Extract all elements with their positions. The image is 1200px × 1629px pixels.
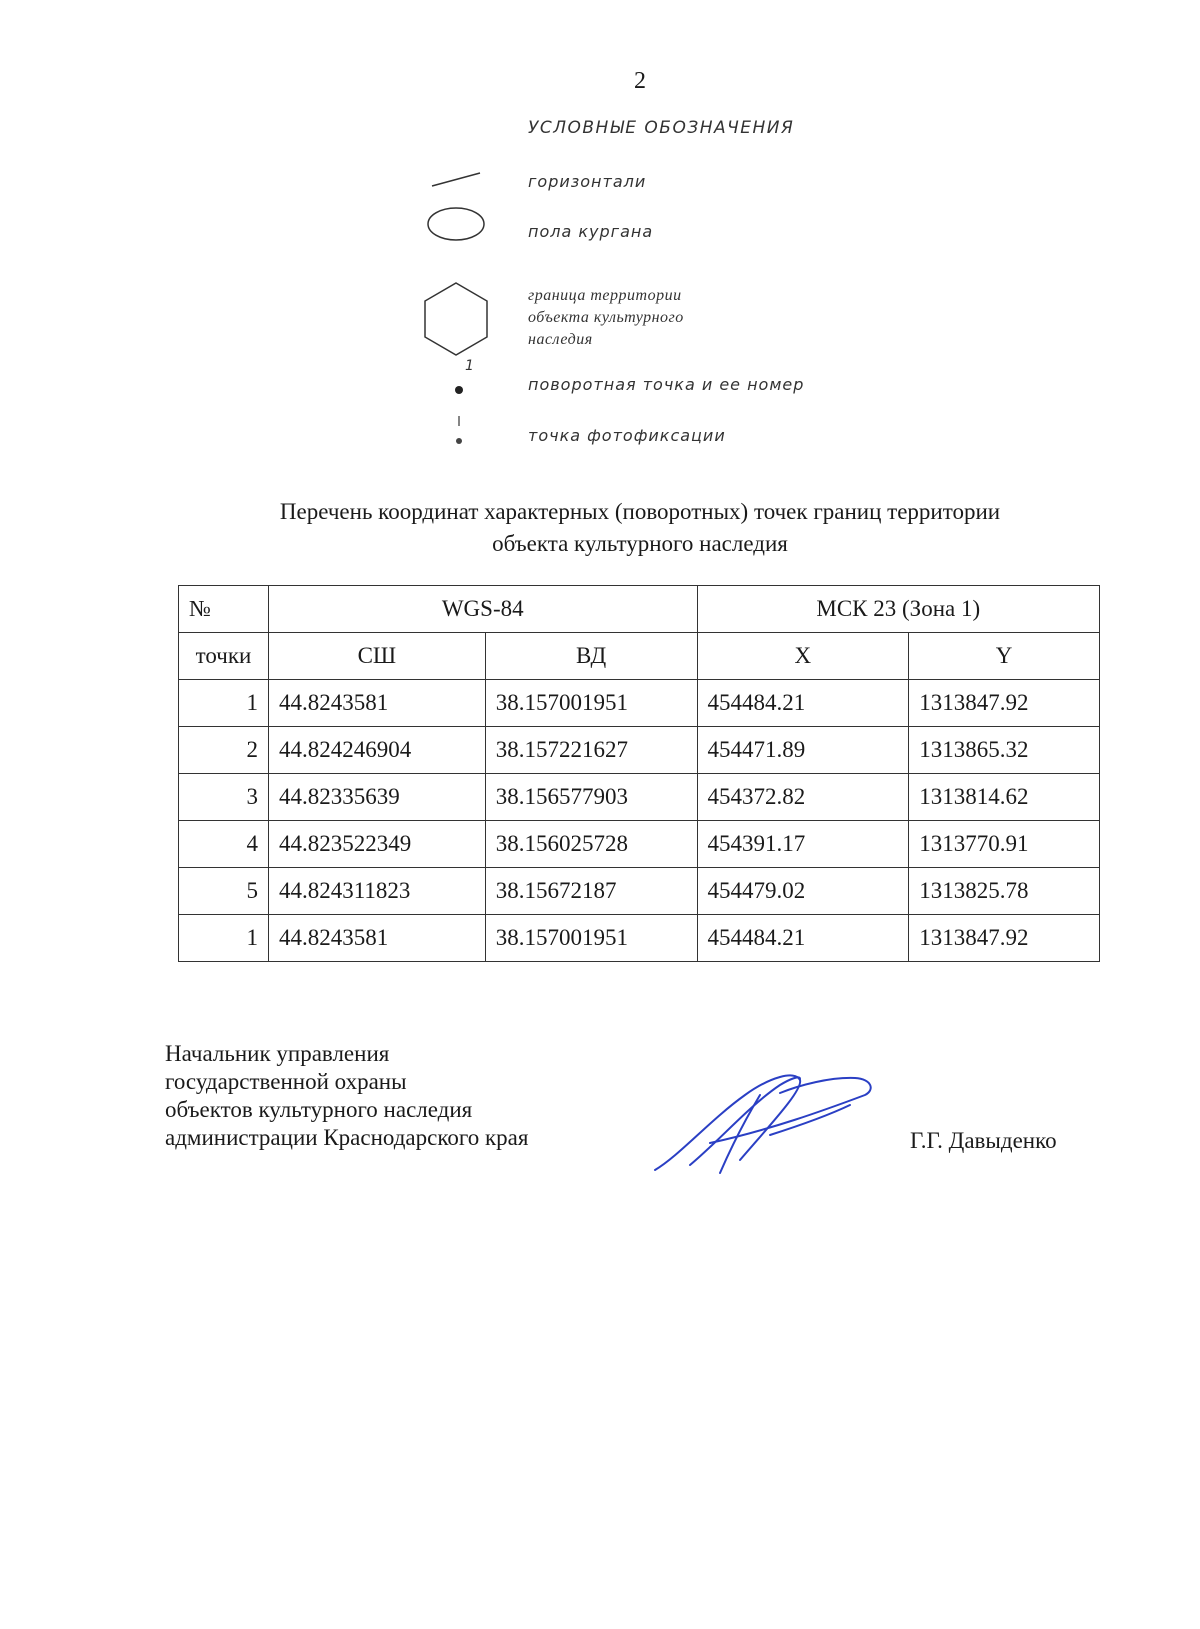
cell-y: 1313825.78 bbox=[909, 868, 1100, 915]
cell-longitude: 38.157001951 bbox=[485, 680, 697, 727]
signatory-name: Г.Г. Давыденко bbox=[910, 1128, 1057, 1153]
cell-longitude: 38.156025728 bbox=[485, 821, 697, 868]
cell-x: 454484.21 bbox=[697, 680, 909, 727]
cell-x: 454372.82 bbox=[697, 774, 909, 821]
turning-point-icon bbox=[452, 383, 466, 397]
page-number: 2 bbox=[634, 68, 646, 94]
legend-label-contours: горизонтали bbox=[528, 172, 647, 191]
cell-number: 4 bbox=[179, 821, 269, 868]
table-row bbox=[179, 680, 1100, 727]
legend-label-kurgan: пола кургана bbox=[528, 222, 654, 241]
cell-longitude: 38.157221627 bbox=[485, 727, 697, 774]
turning-point-number: 1 bbox=[465, 358, 474, 374]
cell-longitude: 38.156577903 bbox=[485, 774, 697, 821]
table-subheader-row bbox=[179, 633, 1100, 680]
table-title: Перечень координат характерных (поворотных) точек границ территории объекта культурного наследия bbox=[279, 499, 1001, 556]
cell-x: 454479.02 bbox=[697, 868, 909, 915]
header-msk23: МСК 23 (Зона 1) bbox=[697, 586, 1099, 633]
legend-label-boundary: граница территории объекта культурного наследия bbox=[528, 287, 684, 348]
cell-x: 454484.21 bbox=[697, 915, 909, 962]
hexagon-icon bbox=[420, 280, 492, 360]
table-header-row bbox=[179, 586, 1100, 633]
legend-title: УСЛОВНЫЕ ОБОЗНАЧЕНИЯ bbox=[528, 118, 795, 138]
cell-number: 1 bbox=[179, 915, 269, 962]
legend-label-turning-point: поворотная точка и ее номер bbox=[528, 375, 805, 394]
cell-number: 5 bbox=[179, 868, 269, 915]
header-y: Y bbox=[909, 633, 1100, 680]
handwritten-signature bbox=[650, 1065, 890, 1185]
cell-number: 2 bbox=[179, 727, 269, 774]
header-x: X bbox=[697, 633, 909, 680]
cell-latitude: 44.82335639 bbox=[268, 774, 485, 821]
cell-number: 3 bbox=[179, 774, 269, 821]
legend-label-photo-point: точка фотофиксации bbox=[528, 426, 726, 445]
header-latitude: СШ bbox=[268, 633, 485, 680]
cell-number: 1 bbox=[179, 680, 269, 727]
header-number-top: № bbox=[179, 586, 269, 633]
cell-longitude: 38.15672187 bbox=[485, 868, 697, 915]
cell-x: 454391.17 bbox=[697, 821, 909, 868]
signatory-position: Начальник управления государственной охраны объектов культурного наследия администрации Краснодарского края bbox=[165, 1041, 529, 1150]
coordinates-table bbox=[178, 585, 1100, 962]
cell-x: 454471.89 bbox=[697, 727, 909, 774]
ellipse-icon bbox=[424, 204, 488, 244]
header-wgs84: WGS-84 bbox=[268, 586, 697, 633]
header-number-bottom: точки bbox=[179, 633, 269, 680]
cell-y: 1313770.91 bbox=[909, 821, 1100, 868]
cell-y: 1313814.62 bbox=[909, 774, 1100, 821]
table-row bbox=[179, 915, 1100, 962]
cell-y: 1313847.92 bbox=[909, 680, 1100, 727]
table-row bbox=[179, 868, 1100, 915]
header-longitude: ВД bbox=[485, 633, 697, 680]
cell-latitude: 44.823522349 bbox=[268, 821, 485, 868]
table-row bbox=[179, 774, 1100, 821]
cell-latitude: 44.8243581 bbox=[268, 680, 485, 727]
cell-latitude: 44.8243581 bbox=[268, 915, 485, 962]
cell-latitude: 44.824246904 bbox=[268, 727, 485, 774]
photo-point-icon bbox=[452, 414, 466, 448]
cell-longitude: 38.157001951 bbox=[485, 915, 697, 962]
cell-y: 1313847.92 bbox=[909, 915, 1100, 962]
table-row bbox=[179, 821, 1100, 868]
table-row bbox=[179, 727, 1100, 774]
cell-latitude: 44.824311823 bbox=[268, 868, 485, 915]
contour-line-icon bbox=[428, 170, 488, 190]
cell-y: 1313865.32 bbox=[909, 727, 1100, 774]
